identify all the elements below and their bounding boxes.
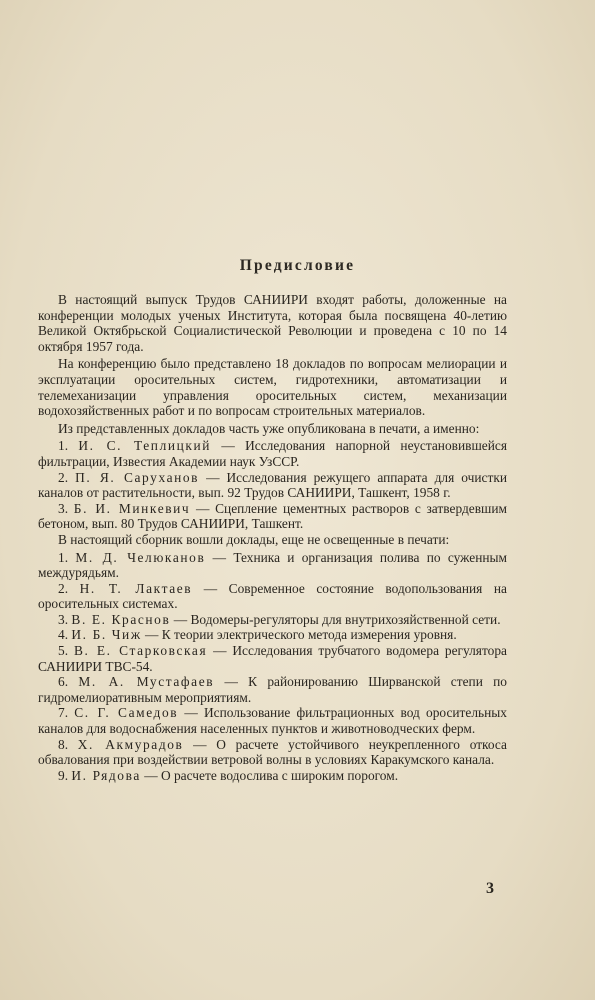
item-text: Сцепление цементных растворов с затвердевшим бетоном, вып. 80 Трудов САНИИРИ, Ташкент. xyxy=(38,500,507,532)
item-number: 5. xyxy=(58,643,69,659)
item-text: Исследования напорной неустановившейся фильтрации, Известия Академии наук УзССР. xyxy=(38,438,507,469)
collection-list-item: 8. Х. Акмурадов — О расчете устойчивого неукрепленного откоса обвалования при воздействии ветровой волны в условиях Каракумского канала. xyxy=(38,736,507,768)
item-number: 9. xyxy=(58,767,69,783)
page-title: Предисловие xyxy=(239,257,356,274)
intro-paragraph: В настоящий выпуск Трудов САНИИРИ входят работы, доложенные на конференции молодых ученых Института, которая была посвящена 40-летию Великой Октябрьской Социалистической Революции и проведена с 10 по 14 октября 1957 года. xyxy=(38,292,507,354)
page-number: 3 xyxy=(486,880,494,897)
collection-list-item: 6. М. А. Мустафаев — К районированию Ширванской степи по гидромелиоративным мероприятиям. xyxy=(38,674,507,705)
collection-list-item: 9. И. Рядова — О расчете водослива с широким порогом. xyxy=(58,767,399,783)
item-text: О расчете водослива с широким порогом. xyxy=(160,767,399,783)
item-author: И. Рядова xyxy=(71,767,141,783)
item-author: Н. Т. Лактаев xyxy=(79,580,193,596)
item-number: 2. xyxy=(58,580,69,596)
collection-list-item: 3. В. Е. Краснов — Водомеры-регуляторы для внутрихозяйственной сети. xyxy=(58,611,501,627)
item-text: Современное состояние водопользования на оросительных системах. xyxy=(38,580,507,612)
item-text: Использование фильтрационных вод оросительных каналов для водоснабжения населенных пунктов и животноводческих ферм. xyxy=(38,705,507,737)
item-author: Б. И. Минкевич xyxy=(73,500,191,516)
collection-list-item: 7. С. Г. Самедов — Использование фильтрационных вод оросительных каналов для водоснабжения населенных пунктов и животноводческих ферм. xyxy=(38,705,507,737)
published-list-item: 3. Б. И. Минкевич — Сцепление цементных растворов с затвердевшим бетоном, вып. 80 Трудов САНИИРИ, Ташкент. xyxy=(38,500,507,532)
item-text: К теории электрического метода измерения уровня. xyxy=(161,627,457,643)
item-number: 1. xyxy=(58,549,69,565)
item-author: И. С. Теплицкий xyxy=(78,438,212,454)
collection-list-item: 1. М. Д. Челюканов — Техника и организация полива по суженным междурядьям. xyxy=(38,549,508,581)
item-number: 8. xyxy=(58,736,69,752)
collection-list-item: 4. И. Б. Чиж — К теории электрического метода измерения уровня. xyxy=(58,627,457,643)
collection-list-item: 5. В. Е. Старковская — Исследования трубчатого водомера регулятора САНИИРИ ТВС-54. xyxy=(38,643,507,674)
item-author: И. Б. Чиж xyxy=(71,627,142,643)
item-number: 7. xyxy=(58,705,69,721)
item-author: С. Г. Самедов xyxy=(74,705,179,721)
item-number: 3. xyxy=(58,500,69,516)
item-author: М. А. Мустафаев xyxy=(78,674,215,690)
intro-paragraph: На конференцию было представлено 18 докладов по вопросам мелиорации и эксплуатации оросительных систем, гидротехники, автоматизации и телемеханизации управления оросительных систем, механизации водохозяйственных работ и по вопросам строительных материалов. xyxy=(38,356,507,419)
published-list-item: 1. И. С. Теплицкий — Исследования напорной неустановившейся фильтрации, Известия Академии наук УзССР. xyxy=(38,438,507,469)
body-text xyxy=(38,292,507,783)
item-text: Техника и организация полива по суженным междурядьям. xyxy=(38,549,508,581)
item-author: М. Д. Челюканов xyxy=(75,549,206,565)
collection-list-item: 2. Н. Т. Лактаев — Современное состояние водопользования на оросительных системах. xyxy=(38,580,507,612)
item-number: 4. xyxy=(58,627,69,643)
item-author: Х. Акмурадов xyxy=(77,736,184,752)
intro-paragraph: Из представленных докладов часть уже опубликована в печати, а именно: xyxy=(58,420,480,436)
published-list-item: 2. П. Я. Саруханов — Исследования режущего аппарата для очистки каналов от растительности, вып. 92 Трудов САНИИРИ, Ташкент, 1958 г. xyxy=(38,469,507,501)
item-author: В. Е. Краснов xyxy=(71,611,171,627)
item-number: 6. xyxy=(58,674,69,690)
item-author: В. Е. Старковская xyxy=(73,643,208,659)
item-text: Исследования трубчатого водомера регулятора САНИИРИ ТВС-54. xyxy=(38,643,507,674)
item-number: 2. xyxy=(58,469,69,485)
item-text: К районированию Ширванской степи по гидромелиоративным мероприятиям. xyxy=(38,674,507,705)
collection-intro: В настоящий сборник вошли доклады, еще не освещенные в печати: xyxy=(58,531,450,547)
item-text: Исследования режущего аппарата для очистки каналов от растительности, вып. 92 Трудов САНИИРИ, Ташкент, 1958 г. xyxy=(38,469,507,501)
item-number: 3. xyxy=(58,611,69,627)
item-text: Водомеры-регуляторы для внутрихозяйственной сети. xyxy=(190,611,501,627)
item-number: 1. xyxy=(58,438,69,454)
item-text: О расчете устойчивого неукрепленного откоса обвалования при воздействии ветровой волны в условиях Каракумского канала. xyxy=(38,736,507,768)
item-author: П. Я. Саруханов xyxy=(75,469,200,485)
